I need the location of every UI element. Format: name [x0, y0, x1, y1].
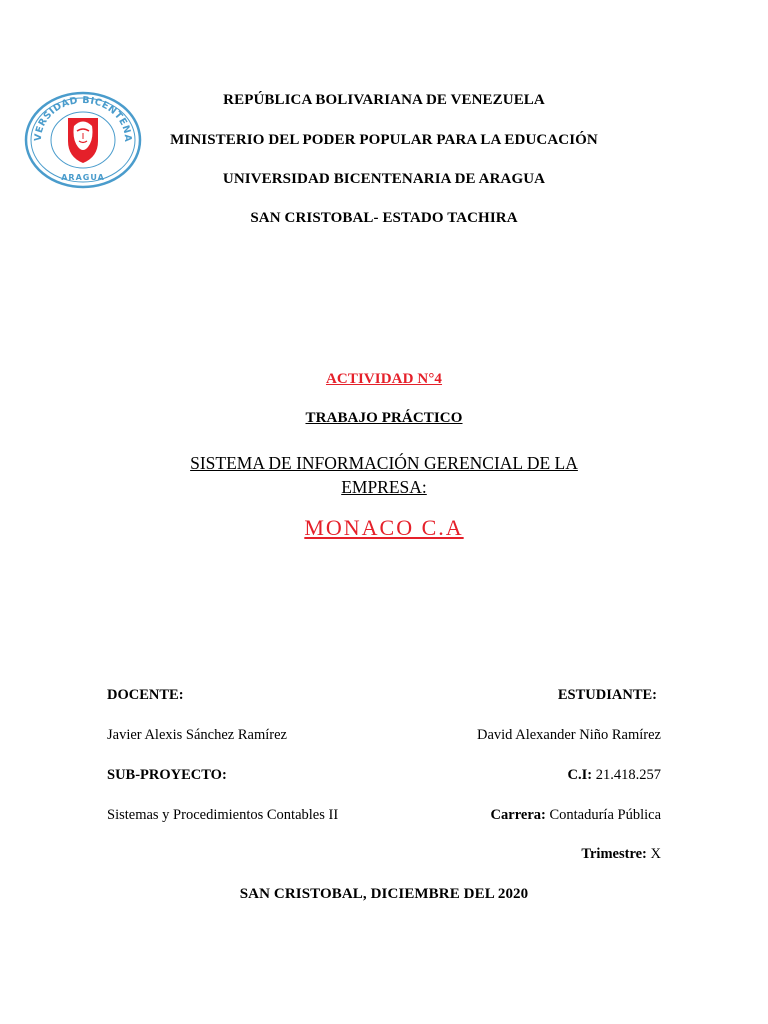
subject-line-2-wrap — [0, 477, 768, 498]
docente-label: DOCENTE: — [107, 687, 184, 703]
svg-text:UNIVERSIDAD BICENTENARIA: VERSIDAD BICENTENA — [32, 94, 134, 143]
subject-line-1-wrap — [0, 453, 768, 474]
activity-title-wrap — [0, 370, 768, 388]
carrera-label: Carrera: — [490, 807, 546, 823]
docente-name: Javier Alexis Sánchez Ramírez — [107, 727, 287, 743]
carrera-value: Contaduría Pública — [549, 807, 661, 823]
company-name: MONACO C.A — [304, 515, 464, 540]
header-line-university: UNIVERSIDAD BICENTENARIA DE ARAGUA — [222, 171, 546, 187]
subject-line-1: SISTEMA DE INFORMACIÓN GERENCIAL DE LA — [190, 453, 578, 473]
ci-row — [568, 767, 661, 784]
ci-label: C.I: — [567, 767, 593, 783]
header-line-republic: REPÚBLICA BOLIVARIANA DE VENEZUELA — [223, 92, 545, 108]
trimestre-row — [581, 846, 661, 863]
estudiante-label: ESTUDIANTE: — [557, 687, 657, 703]
company-name-clip — [0, 515, 768, 540]
subject-line-2: EMPRESA: — [341, 477, 427, 497]
work-type-wrap — [0, 409, 768, 427]
header-line-location: SAN CRISTOBAL- ESTADO TACHIRA — [250, 210, 518, 226]
activity-number: ACTIVIDAD N°4 — [325, 371, 443, 387]
work-type: TRABAJO PRÁCTICO — [305, 410, 463, 426]
trimestre-value: X — [650, 846, 661, 862]
trimestre-label: Trimestre: — [581, 846, 647, 862]
estudiante-name: David Alexander Niño Ramírez — [476, 727, 661, 743]
subproyecto-label: SUB-PROYECTO: — [107, 767, 227, 783]
svg-text:ARAGUA: ARAGUA — [61, 173, 105, 182]
place-date: SAN CRISTOBAL, DICIEMBRE DEL 2020 — [239, 886, 529, 902]
header-line-ministry: MINISTERIO DEL PODER POPULAR PARA LA EDUCACIÓN — [170, 132, 598, 148]
ci-value: 21.418.257 — [595, 767, 661, 783]
carrera-row — [491, 807, 661, 824]
subproyecto-name: Sistemas y Procedimientos Contables II — [107, 807, 339, 823]
